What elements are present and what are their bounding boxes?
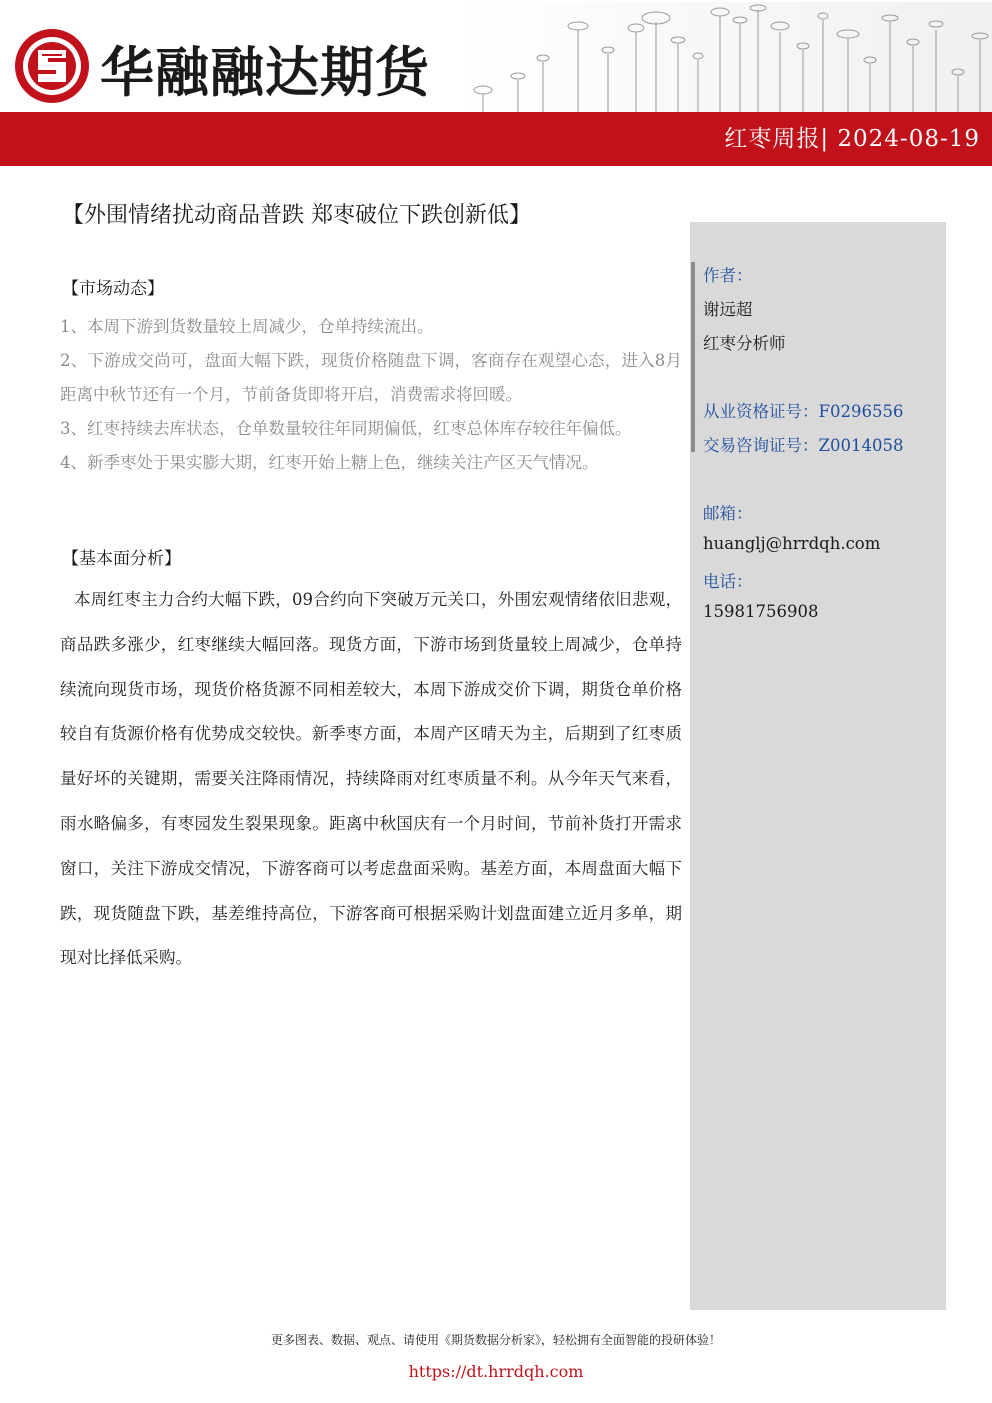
brand-name: 华融融达期货: [100, 41, 430, 104]
market-item: 1、本周下游到货数量较上周减少，仓单持续流出。: [60, 317, 434, 336]
author-name: 谢远超: [703, 300, 753, 319]
market-item: 3、红枣持续去库状态，仓单数量较往年同期偏低，红枣总体库存较往年偏低。: [60, 419, 632, 438]
author-title: 红枣分析师: [703, 334, 786, 353]
market-item: 2、下游成交尚可，盘面大幅下跌，现货价格随盘下调，客商存在观望心态，进入8月距离中秋节还有一个月，节前备货即将开启，消费需求将回暖。: [60, 351, 682, 404]
phone-number: 15981756908: [703, 602, 819, 621]
license-number: 从业资格证号：F0296556: [703, 402, 904, 421]
email-address[interactable]: huanglj@hrrdqh.com: [703, 534, 881, 553]
huarong-logo-icon: [12, 26, 92, 106]
email-label: 邮箱：: [703, 504, 753, 523]
sidebar-accent-bar: [691, 262, 695, 452]
footer-link[interactable]: https://dt.hrrdqh.com: [408, 1362, 584, 1381]
consult-number: 交易咨询证号：Z0014058: [703, 436, 904, 455]
author-label: 作者：: [703, 266, 753, 285]
footer-note: 更多图表、数据、观点、请使用《期货数据分析家》，轻松拥有全面智能的投研体验！: [270, 1333, 721, 1347]
market-section-title: 【市场动态】: [62, 279, 164, 299]
report-label: 红枣周报| 2024-08-19: [724, 126, 980, 152]
headline: 【外围情绪扰动商品普跌 郑枣破位下跌创新低】: [62, 203, 531, 228]
decorative-pattern: [458, 2, 992, 112]
market-list: [60, 310, 682, 480]
fundamental-body: 本周红枣主力合约大幅下跌，09合约向下突破万元关口，外围宏观情绪依旧悲观，商品跌多涨少，红枣继续大幅回落。现货方面，下游市场到货量较上周减少，仓单持续流向现货市场，现货价格货源不同相差较大，本周下游成交价下调，期货仓单价格较自有货源价格有优势成交较快。新季枣方面，本周产区晴天为主，后期到了红枣质量好坏的关键期，需要关注降雨情况，持续降雨对红枣质量不利。从今年天气来看，雨水略偏多，有枣园发生裂果现象。距离中秋国庆有一个月时间，节前补货打开需求窗口，关注下游成交情况，下游客商可以考虑盘面采购。基差方面，本周盘面大幅下跌，现货随盘下跌，基差维持高位，下游客商可根据采购计划盘面建立近月多单，期现对比择低采购。: [60, 590, 682, 968]
fundamental-section-title: 【基本面分析】: [62, 549, 181, 569]
phone-label: 电话：: [703, 572, 753, 591]
market-item: 4、新季枣处于果实膨大期，红枣开始上糖上色，继续关注产区天气情况。: [60, 453, 599, 472]
report-banner: [0, 112, 992, 166]
author-sidebar: [690, 222, 946, 1310]
